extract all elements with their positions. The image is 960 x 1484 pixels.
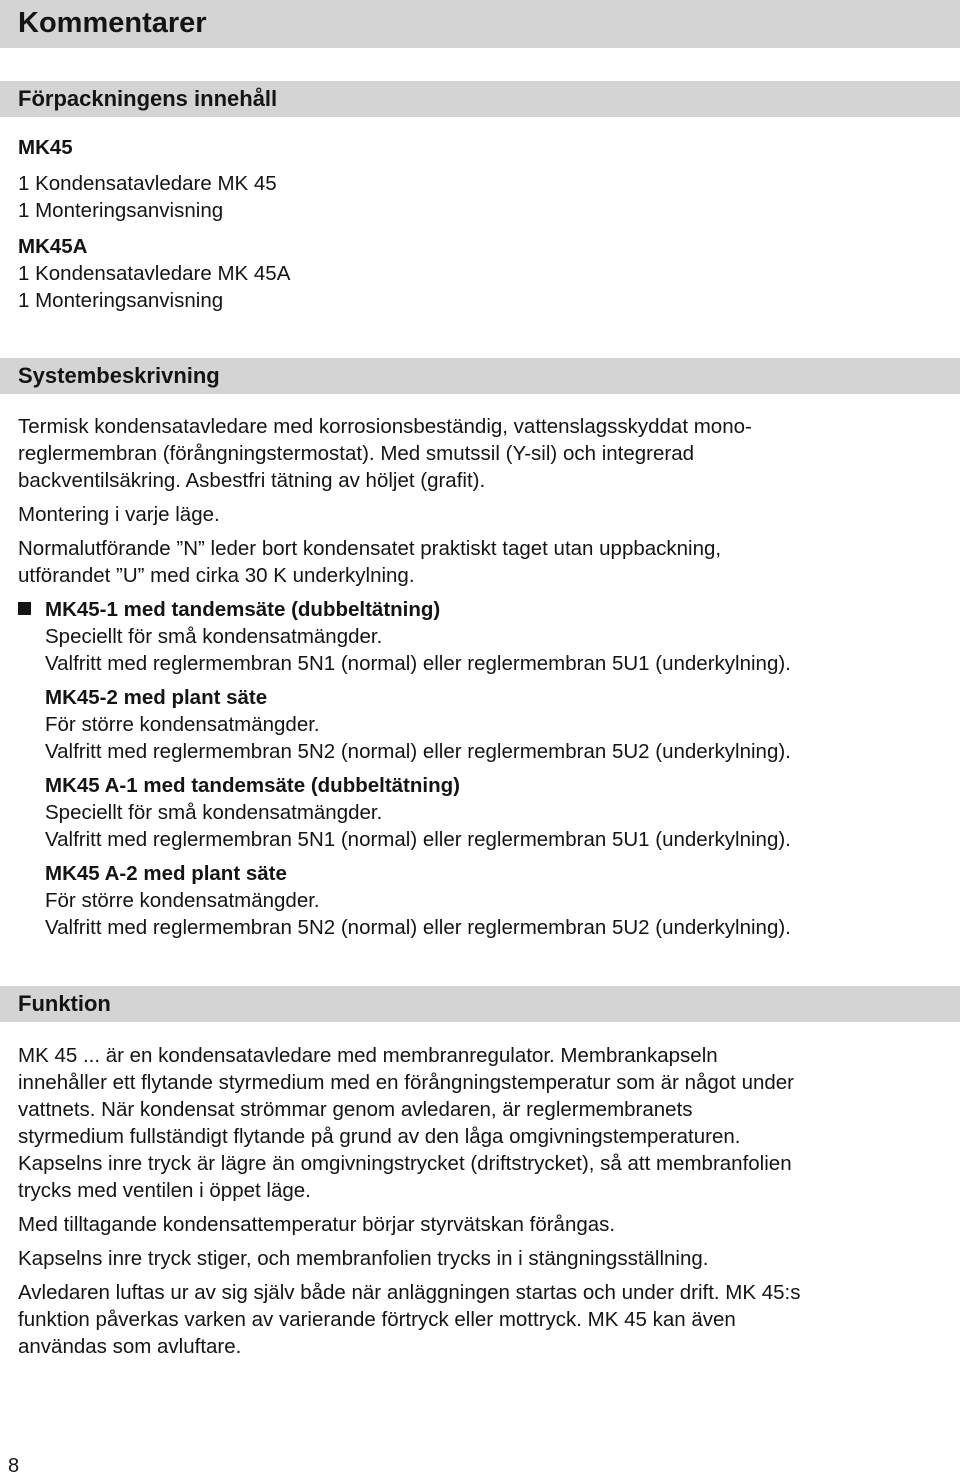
contents-block <box>18 134 953 314</box>
variant-title: MK45 A-2 med plant säte <box>45 862 287 885</box>
system-intro-line: backventilsäkring. Asbestfri tätning av höljet (grafit). <box>18 469 486 492</box>
square-bullet-icon <box>18 602 31 615</box>
function-text-line: Kapselns inre tryck är lägre än omgivningstrycket (driftstrycket), så att membranfolien <box>18 1152 792 1175</box>
function-text-line: innehåller ett flytande styrmedium med en förångningstemperatur som är något under <box>18 1071 795 1094</box>
system-intro-line: Termisk kondensatavledare med korrosionsbeständig, vattenslagsskyddat mono- <box>18 415 752 438</box>
section-title: Förpackningens innehåll <box>18 86 278 111</box>
variant-option: Valfritt med reglermembran 5N2 (normal) eller reglermembran 5U2 (underkylning). <box>45 916 791 939</box>
function-text-line: styrmedium fullständigt flytande på grund av den låga omgivningstemperaturen. <box>18 1125 741 1148</box>
variant-title: MK45-1 med tandemsäte (dubbeltätning) <box>45 598 441 621</box>
product-name: MK45A <box>18 235 88 258</box>
section-header-function <box>0 986 960 1022</box>
variant-item <box>18 860 953 941</box>
function-text-line: funktion påverkas varken av varierande förtryck eller mottryck. MK 45 kan även <box>18 1308 736 1331</box>
variant-item <box>18 596 953 677</box>
section-header-contents <box>0 81 960 117</box>
variant-option: Valfritt med reglermembran 5N2 (normal) eller reglermembran 5U2 (underkylning). <box>45 740 791 763</box>
variant-item <box>18 772 953 853</box>
page-title: Kommentarer <box>18 7 207 39</box>
function-text: Med tilltagande kondensattemperatur börjar styrvätskan förångas. <box>18 1213 616 1236</box>
product-item: 1 Monteringsanvisning <box>18 289 224 312</box>
product-item: 1 Kondensatavledare MK 45A <box>18 262 291 285</box>
variant-option: Valfritt med reglermembran 5N1 (normal) eller reglermembran 5U1 (underkylning). <box>45 652 791 675</box>
product-item: 1 Kondensatavledare MK 45 <box>18 172 277 195</box>
variant-description: Speciellt för små kondensatmängder. <box>45 625 383 648</box>
function-text-line: användas som avluftare. <box>18 1335 242 1358</box>
variant-title: MK45-2 med plant säte <box>45 686 268 709</box>
section-title: Systembeskrivning <box>18 363 220 388</box>
variant-title: MK45 A-1 med tandemsäte (dubbeltätning) <box>45 774 460 797</box>
function-text-line: vattnets. När kondensat strömmar genom avledaren, är reglermembranets <box>18 1098 693 1121</box>
variant-description: För större kondensatmängder. <box>45 713 320 736</box>
system-intro-line: reglermembran (förångningstermostat). Med smutssil (Y-sil) och integrerad <box>18 442 694 465</box>
system-block <box>18 413 953 941</box>
section-header-system <box>0 358 960 394</box>
page-number: 8 <box>8 1455 20 1477</box>
product-name: MK45 <box>18 136 73 159</box>
function-text: Kapselns inre tryck stiger, och membranfolien trycks in i stängningsställning. <box>18 1247 709 1270</box>
normal-text-line: utförandet ”U” med cirka 30 K underkylning. <box>18 564 415 587</box>
function-text-line: MK 45 ... är en kondensatavledare med membranregulator. Membrankapseln <box>18 1044 718 1067</box>
function-text-line: trycks med ventilen i öppet läge. <box>18 1179 311 1202</box>
variant-description: För större kondensatmängder. <box>45 889 320 912</box>
variant-item <box>18 684 953 765</box>
function-block <box>18 1042 953 1360</box>
normal-text-line: Normalutförande ”N” leder bort kondensatet praktiskt taget utan uppbackning, <box>18 537 722 560</box>
variant-description: Speciellt för små kondensatmängder. <box>45 801 383 824</box>
product-item: 1 Monteringsanvisning <box>18 199 224 222</box>
page-title-bar <box>0 0 960 48</box>
function-text-line: Avledaren luftas ur av sig själv både när anläggningen startas och under drift. MK 45:s <box>18 1281 801 1304</box>
section-title: Funktion <box>18 991 111 1016</box>
mounting-text: Montering i varje läge. <box>18 503 220 526</box>
variant-option: Valfritt med reglermembran 5N1 (normal) eller reglermembran 5U1 (underkylning). <box>45 828 791 851</box>
